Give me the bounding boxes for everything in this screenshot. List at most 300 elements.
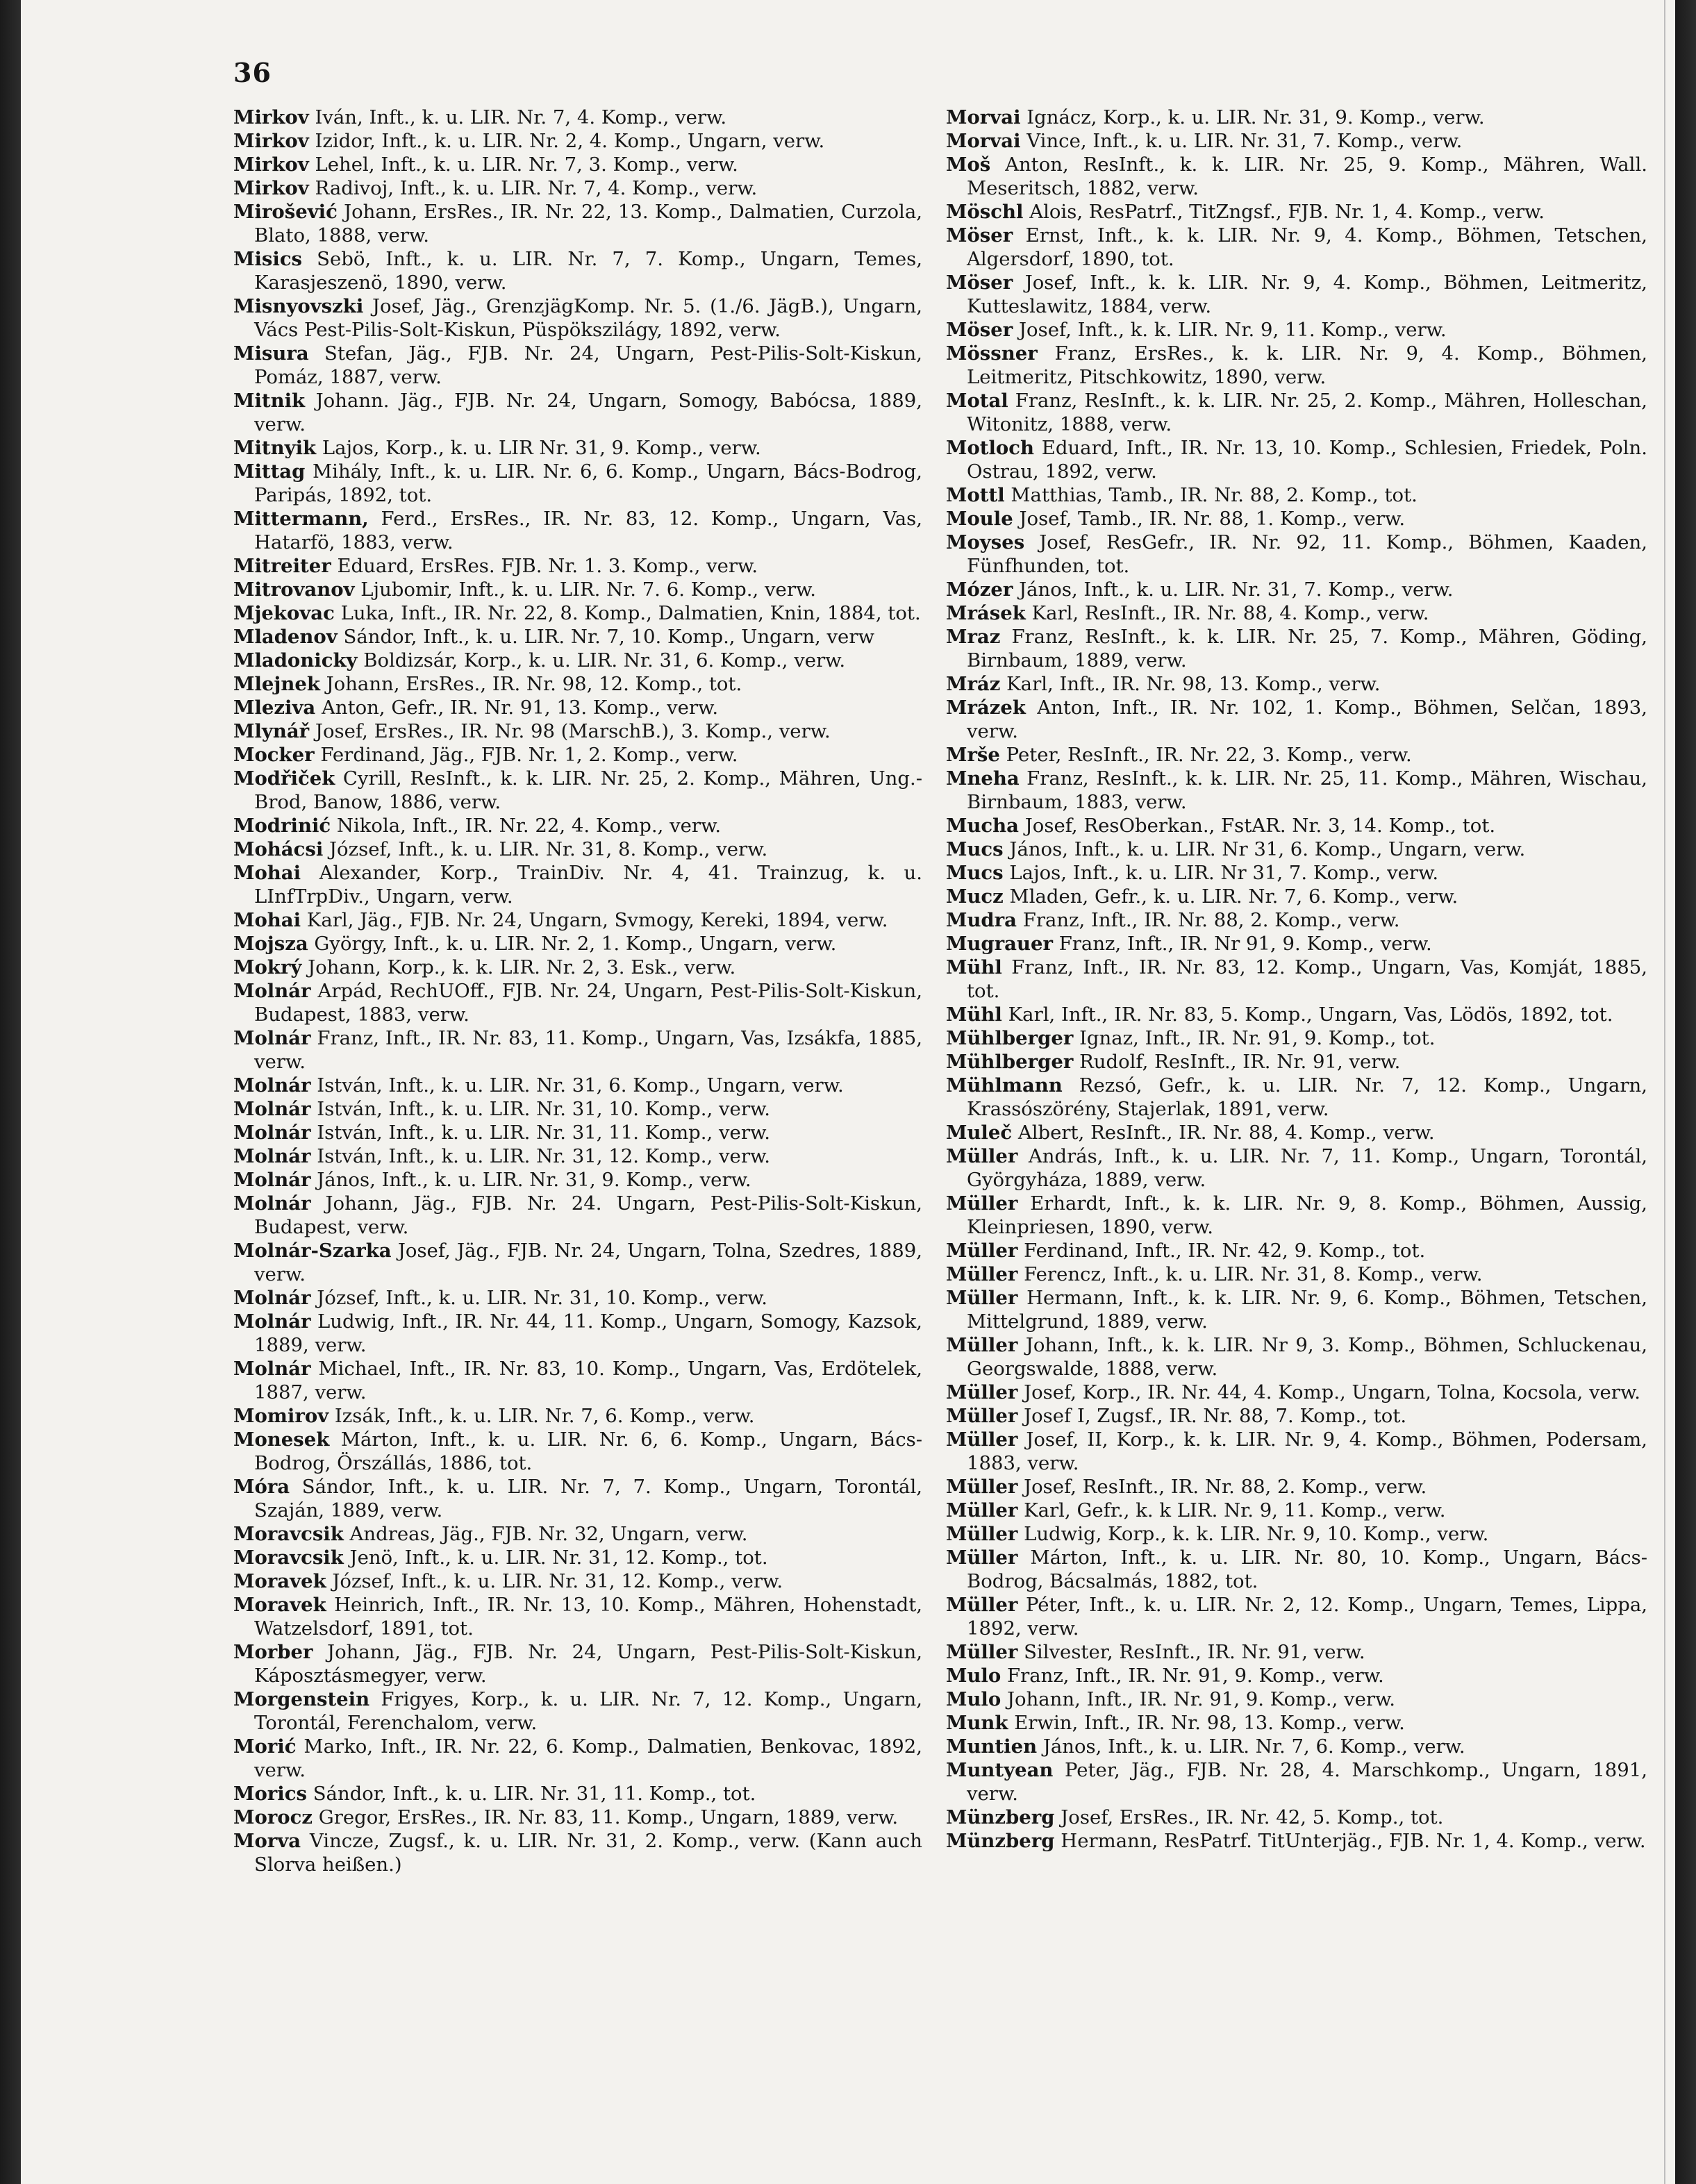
surname: Müller [946,1405,1018,1427]
list-entry [233,956,922,979]
surname: Misics [233,248,303,270]
entry-details: János, Inft., k. u. LIR. Nr. 7, 6. Komp., verw. [1042,1735,1465,1758]
list-entry [946,1475,1647,1499]
list-entry [233,294,922,342]
list-entry [233,1026,922,1074]
list-entry [946,932,1647,956]
list-entry [233,129,922,153]
list-entry [946,531,1647,578]
list-entry [233,696,922,719]
entry-details: Rudolf, ResInft., IR. Nr. 91, verw. [1079,1051,1401,1073]
surname: Mulo [946,1665,1001,1687]
surname: Morgenstein [233,1688,370,1710]
surname: Mottl [946,484,1005,506]
surname: Mneha [946,767,1020,790]
entry-details: Franz, ResInft., k. k. LIR. Nr. 25, 11. Komp., Mähren, Wischau, Birnbaum, 1883, verw. [967,767,1647,813]
surname: Mrše [946,744,1000,766]
list-entry [946,743,1647,767]
surname: Möser [946,319,1013,341]
surname: Mössner [946,342,1038,365]
list-entry [946,1499,1647,1522]
entry-details: Ignaz, Inft., IR. Nr. 91, 9. Komp., tot. [1079,1027,1436,1049]
surname: Móra [233,1476,290,1498]
surname: Müller [946,1263,1018,1285]
entry-details: Johann, Korp., k. k. LIR. Nr. 2, 3. Esk., verw. [308,956,736,978]
entry-details: Karl, ResInft., IR. Nr. 88, 4. Komp., verw. [1031,602,1429,624]
entry-details: Péter, Inft., k. u. LIR. Nr. 2, 12. Komp., Ungarn, Temes, Lippa, 1892, verw. [967,1594,1647,1640]
list-entry [946,342,1647,389]
surname: Molnár [233,1358,311,1380]
surname: Motloch [946,437,1035,459]
list-entry [233,460,922,507]
list-entry [946,1050,1647,1074]
entry-details: Sándor, Inft., k. u. LIR. Nr. 31, 11. Komp., tot. [313,1783,756,1805]
surname: Mugrauer [946,933,1053,955]
surname: Müller [946,1476,1018,1498]
list-entry [946,318,1647,342]
surname: Mühlmann [946,1074,1063,1097]
page-number: 36 [233,57,272,88]
surname: Mitreiter [233,555,331,577]
surname: Morics [233,1783,307,1805]
entry-details: Jenö, Inft., k. u. LIR. Nr. 31, 12. Komp., tot. [349,1547,768,1569]
list-entry [233,908,922,932]
entry-details: Ferdinand, Inft., IR. Nr. 42, 9. Komp., tot. [1024,1240,1426,1262]
surname: Moule [946,508,1013,530]
surname: Mocker [233,744,315,766]
surname: Mirkov [233,106,309,128]
list-entry [233,719,922,743]
list-entry [946,200,1647,224]
surname: Müller [946,1428,1018,1451]
entry-details: Eduard, Inft., IR. Nr. 13, 10. Komp., Schlesien, Friedek, Poln. Ostrau, 1892, verw. [967,437,1647,483]
surname: Momirov [233,1405,329,1427]
list-entry [946,1404,1647,1428]
list-entry [233,342,922,389]
list-entry [233,1640,922,1687]
entry-details: Sebö, Inft., k. u. LIR. Nr. 7, 7. Komp., Ungarn, Temes, Karasjeszenö, 1890, verw. [254,248,922,294]
entry-details: Andreas, Jäg., FJB. Nr. 32, Ungarn, verw. [349,1523,748,1545]
surname: Molnár-Szarka [233,1240,392,1262]
surname: Moyses [946,531,1025,553]
surname: Müller [946,1240,1018,1262]
list-entry [233,1546,922,1569]
surname: Müller [946,1594,1018,1616]
entry-details: Cyrill, ResInft., k. k. LIR. Nr. 25, 2. Komp., Mähren, Ung.-Brod, Banow, 1886, verw. [254,767,922,813]
surname: Moravcsik [233,1523,344,1545]
surname: Münzberg [946,1806,1055,1828]
surname: Möser [946,272,1013,294]
entry-details: Alois, ResPatrf., TitZngsf., FJB. Nr. 1, 4. Komp., verw. [1029,201,1545,223]
entry-details: Johann, Inft., IR. Nr. 91, 9. Komp., verw. [1006,1688,1396,1710]
entry-details: Márton, Inft., k. u. LIR. Nr. 6, 6. Komp., Ungarn, Bács-Bodrog, Örszállás, 1886, tot. [254,1428,922,1474]
entry-details: Franz, Inft., IR. Nr. 88, 2. Komp., verw. [1022,909,1400,931]
list-entry [233,814,922,837]
entry-details: Silvester, ResInft., IR. Nr. 91, verw. [1024,1641,1365,1663]
list-entry [946,767,1647,814]
list-entry [946,1546,1647,1593]
list-entry [946,507,1647,531]
entry-details: Johann, ErsRes., IR. Nr. 98, 12. Komp., tot. [326,673,742,695]
entry-details: János, Inft., k. u. LIR. Nr. 31, 9. Komp., verw. [317,1169,751,1191]
surname: Mlejnek [233,673,320,695]
entry-details: István, Inft., k. u. LIR. Nr. 31, 10. Komp., verw. [317,1098,770,1120]
surname: Monesek [233,1428,330,1451]
surname: Molnár [233,1169,311,1191]
surname: Muntien [946,1735,1038,1758]
list-entry [233,1569,922,1593]
entry-details: Stefan, Jäg., FJB. Nr. 24, Ungarn, Pest-Pilis-Solt-Kiskun, Pomáz, 1887, verw. [254,342,923,388]
entry-details: Gregor, ErsRes., IR. Nr. 83, 11. Komp., Ungarn, 1889, verw. [318,1806,899,1828]
surname: Mirkov [233,130,309,152]
entry-details: Johann, Jäg., FJB. Nr. 24. Ungarn, Pest-Pilis-Solt-Kiskun, Budapest, verw. [254,1192,922,1238]
surname: Morocz [233,1806,313,1828]
list-entry [946,483,1647,507]
entry-details: István, Inft., k. u. LIR. Nr. 31, 11. Komp., verw. [317,1122,770,1144]
list-entry [233,1522,922,1546]
scan-border-right [1675,0,1696,2184]
list-entry [946,1735,1647,1758]
list-entry [946,625,1647,672]
list-entry [233,1829,922,1876]
list-entry [233,436,922,460]
surname: Mudra [946,909,1017,931]
entry-details: Erwin, Inft., IR. Nr. 98, 13. Komp., verw. [1014,1712,1405,1734]
entry-details: Mladen, Gefr., k. u. LIR. Nr. 7, 6. Komp., verw. [1009,885,1458,908]
entry-details: Karl, Gefr., k. k LIR. Nr. 9, 11. Komp., verw. [1024,1499,1446,1522]
entry-details: Vincze, Zugsf., k. u. LIR. Nr. 31, 2. Komp., verw. (Kann auch Slorva heißen.) [254,1830,922,1876]
surname: Mózer [946,578,1013,601]
list-entry [946,1687,1647,1711]
list-entry [946,1286,1647,1333]
entry-details: Ernst, Inft., k. k. LIR. Nr. 9, 4. Komp., Böhmen, Tetschen, Algersdorf, 1890, tot. [967,224,1647,270]
surname: Muntyean [946,1759,1054,1781]
list-entry [233,507,922,554]
list-entry [233,1074,922,1097]
entry-details: Johann, ErsRes., IR. Nr. 22, 13. Komp., Dalmatien, Curzola, Blato, 1888, verw. [254,201,922,247]
entry-details: Josef, Tamb., IR. Nr. 88, 1. Komp., verw. [1019,508,1406,530]
surname: Morvai [946,106,1021,128]
entry-details: Josef, ErsRes., IR. Nr. 42, 5. Komp., tot. [1061,1806,1444,1828]
entry-details: Lajos, Inft., k. u. LIR. Nr 31, 7. Komp., verw. [1009,862,1439,884]
entry-details: Márton, Inft., k. u. LIR. Nr. 80, 10. Komp., Ungarn, Bács-Bodrog, Bácsalmás, 1882, tot. [967,1547,1647,1592]
surname: Molnár [233,1287,311,1309]
entry-details: Matthias, Tamb., IR. Nr. 88, 2. Komp., tot. [1011,484,1418,506]
list-entry [233,1097,922,1121]
entry-details: Franz, ErsRes., k. k. LIR. Nr. 9, 4. Komp., Böhmen, Leitmeritz, Pitschkowitz, 1890, verw. [967,342,1647,388]
list-entry [946,271,1647,318]
entry-details: Alexander, Korp., TrainDiv. Nr. 4, 41. Trainzug, k. u. LInfTrpDiv., Ungarn, verw. [254,862,922,908]
surname: Müller [946,1547,1018,1569]
list-entry [946,885,1647,908]
list-entry [946,1026,1647,1050]
entry-details: Arpád, RechUOff., FJB. Nr. 24, Ungarn, Pest-Pilis-Solt-Kiskun, Budapest, 1883, verw. [254,980,922,1026]
surname: Misnyovszki [233,295,364,317]
surname: Müller [946,1287,1018,1309]
entry-details: István, Inft., k. u. LIR. Nr. 31, 12. Komp., verw. [317,1145,770,1167]
list-entry [946,1428,1647,1475]
list-entry [233,153,922,176]
list-entry [946,1640,1647,1664]
list-entry [946,814,1647,837]
entry-details: Karl, Jäg., FJB. Nr. 24, Ungarn, Svmogy, Kereki, 1894, verw. [306,909,888,931]
surname: Modřiček [233,767,335,790]
list-entry [946,1074,1647,1121]
surname: Mucz [946,885,1004,908]
entry-details: Josef, ResInft., IR. Nr. 88, 2. Komp., verw. [1024,1476,1427,1498]
list-entry [233,389,922,436]
surname: Moravcsik [233,1547,344,1569]
list-entry [233,1782,922,1806]
list-entry [946,601,1647,625]
list-entry [946,1381,1647,1404]
entry-details: Anton, ResInft., k. k. LIR. Nr. 25, 9. Komp., Mähren, Wall. Meseritsch, 1882, verw. [967,153,1647,199]
surname: Molnár [233,1098,311,1120]
surname: Mittermann, [233,508,369,530]
list-entry [946,436,1647,483]
entry-details: Ignácz, Korp., k. u. LIR. Nr. 31, 9. Komp., verw. [1026,106,1485,128]
surname: Mohácsi [233,838,324,860]
list-entry [946,1664,1647,1687]
list-entry [233,578,922,601]
entry-details: Luka, Inft., IR. Nr. 22, 8. Komp., Dalmatien, Knin, 1884, tot. [340,602,921,624]
surname: Mittag [233,460,306,483]
list-entry [946,1003,1647,1026]
entry-details: István, Inft., k. u. LIR. Nr. 31, 6. Komp., Ungarn, verw. [317,1074,844,1097]
list-entry [233,649,922,672]
entry-details: Josef, Inft., k. k. LIR. Nr. 9, 4. Komp., Böhmen, Leitmeritz, Kutteslawitz, 1884, verw. [967,272,1648,317]
list-entry [946,956,1647,1003]
surname: Mrázek [946,697,1026,719]
entry-details: Karl, Inft., IR. Nr. 83, 5. Komp., Ungarn, Vas, Lödös, 1892, tot. [1008,1003,1613,1026]
entry-details: Frigyes, Korp., k. u. LIR. Nr. 7, 12. Komp., Ungarn, Torontál, Ferenchalom, verw. [254,1688,922,1734]
surname: Müller [946,1499,1018,1522]
list-entry [946,106,1647,129]
surname: Motal [946,390,1008,412]
list-entry [233,767,922,814]
surname: Misura [233,342,309,365]
entry-details: József, Inft., k. u. LIR. Nr. 31, 10. Komp., verw. [317,1287,767,1309]
surname: Morber [233,1641,313,1663]
entry-details: Josef, Jäg., FJB. Nr. 24, Ungarn, Tolna, Szedres, 1889, verw. [254,1240,922,1285]
entry-details: Hermann, Inft., k. k. LIR. Nr. 9, 6. Komp., Böhmen, Tetschen, Mittelgrund, 1889, verw. [967,1287,1647,1333]
list-entry [946,1144,1647,1192]
entry-details: Lehel, Inft., k. u. LIR. Nr. 7, 3. Komp., verw. [315,153,738,176]
list-entry [233,861,922,908]
surname: Molnár [233,1027,311,1049]
list-entry [233,1593,922,1640]
entry-details: Ferencz, Inft., k. u. LIR. Nr. 31, 8. Komp., verw. [1024,1263,1483,1285]
surname: Molnár [233,1074,311,1097]
surname: Mirkov [233,153,309,176]
entry-details: Josef, II, Korp., k. k. LIR. Nr. 9, 4. Komp., Böhmen, Podersam, 1883, verw. [967,1428,1647,1474]
surname: Mühl [946,956,1002,978]
surname: Müller [946,1641,1018,1663]
scan-border-left [0,0,21,2184]
entry-details: Anton, Gefr., IR. Nr. 91, 13. Komp., verw. [322,697,719,719]
list-entry [946,129,1647,153]
surname: Müller [946,1192,1018,1215]
entry-details: Hermann, ResPatrf. TitUnterjäg., FJB. Nr. 1, 4. Komp., verw. [1061,1830,1646,1852]
entry-details: Josef, Inft., k. k. LIR. Nr. 9, 11. Komp., verw. [1019,319,1447,341]
list-entry [946,1522,1647,1546]
entry-details: Josef, Korp., IR. Nr. 44, 4. Komp., Ungarn, Tolna, Kocsola, verw. [1024,1381,1640,1403]
surname: Mohai [233,862,301,884]
surname: Mühl [946,1003,1002,1026]
surname: Moravek [233,1594,326,1616]
entry-details: Johann. Jäg., FJB. Nr. 24, Ungarn, Somogy, Babócsa, 1889, verw. [254,390,923,435]
entry-details: Izsák, Inft., k. u. LIR. Nr. 7, 6. Komp., verw. [334,1405,755,1427]
surname: Mirošević [233,201,338,223]
surname: Mitnyik [233,437,317,459]
entry-details: Heinrich, Inft., IR. Nr. 13, 10. Komp., Mähren, Hohenstadt, Watzelsdorf, 1891, tot. [254,1594,922,1640]
surname: Mráz [946,673,1001,695]
surname: Müller [946,1381,1018,1403]
list-entry [233,1144,922,1168]
surname: Münzberg [946,1830,1055,1852]
list-entry [233,554,922,578]
list-entry [233,601,922,625]
list-entry [946,696,1647,743]
entry-details: Iván, Inft., k. u. LIR. Nr. 7, 4. Komp., verw. [315,106,727,128]
surname: Molnár [233,1145,311,1167]
surname: Morić [233,1735,297,1758]
page-edge-rule [1664,0,1665,2184]
list-entry [233,932,922,956]
list-entry [946,837,1647,861]
entry-details: Boldizsár, Korp., k. u. LIR. Nr. 31, 6. Komp., verw. [363,649,846,672]
entry-details: Franz, ResInft., k. k. LIR. Nr. 25, 7. Komp., Mähren, Göding, Birnbaum, 1889, verw. [967,626,1647,672]
list-entry [946,908,1647,932]
entry-details: Ferdinand, Jäg., FJB. Nr. 1, 2. Komp., verw. [320,744,738,766]
entry-details: Josef, ResGefr., IR. Nr. 92, 11. Komp., Böhmen, Kaaden, Fünfhunden, tot. [967,531,1647,577]
list-entry [946,1711,1647,1735]
entry-details: Izidor, Inft., k. u. LIR. Nr. 2, 4. Komp., Ungarn, verw. [315,130,825,152]
list-entry [946,389,1647,436]
entry-details: Karl, Inft., IR. Nr. 98, 13. Komp., verw. [1006,673,1381,695]
surname: Mladonicky [233,649,358,672]
surname: Molnár [233,980,311,1002]
surname: Molnár [233,1122,311,1144]
entry-details: Ferd., ErsRes., IR. Nr. 83, 12. Komp., Ungarn, Vas, Hatarfö, 1883, verw. [254,508,922,553]
entry-details: Peter, ResInft., IR. Nr. 22, 3. Komp., verw. [1006,744,1412,766]
list-entry [233,200,922,247]
entry-details: Ludwig, Korp., k. k. LIR. Nr. 9, 10. Komp., verw. [1024,1523,1489,1545]
list-entry [946,1192,1647,1239]
list-entry [233,1239,922,1286]
entry-details: Josef, Jäg., GrenzjägKomp. Nr. 5. (1./6. JägB.), Ungarn, Vács Pest-Pilis-Solt-Kiskun, Püspökszilágy, 1892, verw. [254,295,922,341]
list-entry [233,247,922,294]
entry-details: Rezsó, Gefr., k. u. LIR. Nr. 7, 12. Komp., Ungarn, Krassószörény, Stajerlak, 1891, verw. [967,1074,1647,1120]
surname: Müller [946,1145,1018,1167]
entry-details: András, Inft., k. u. LIR. Nr. 7, 11. Komp., Ungarn, Torontál, Györgyháza, 1889, verw. [967,1145,1647,1191]
surname: Mitrovanov [233,578,355,601]
surname: Modrinić [233,815,331,837]
list-entry [946,153,1647,200]
list-entry [946,1829,1647,1853]
entry-details: Johann, Inft., k. k. LIR. Nr 9, 3. Komp., Böhmen, Schluckenau, Georgswalde, 1888, verw. [967,1334,1647,1380]
surname: Mrásek [946,602,1026,624]
list-entry [233,1735,922,1782]
entry-details: Radivoj, Inft., k. u. LIR. Nr. 7, 4. Komp., verw. [315,177,758,199]
entry-details: Josef I, Zugsf., IR. Nr. 88, 7. Komp., tot. [1024,1405,1407,1427]
surname: Molnár [233,1192,311,1215]
entry-details: Lajos, Korp., k. u. LIR Nr. 31, 9. Komp., verw. [322,437,761,459]
entry-details: Josef, ResOberkan., FstAR. Nr. 3, 14. Komp., tot. [1024,815,1496,837]
surname: Molnár [233,1310,311,1333]
surname: Mohai [233,909,301,931]
list-entry [233,672,922,696]
list-entry [946,861,1647,885]
entry-details: Marko, Inft., IR. Nr. 22, 6. Komp., Dalmatien, Benkovac, 1892, verw. [254,1735,922,1781]
list-entry [946,1121,1647,1144]
surname: Mühlberger [946,1051,1074,1073]
surname: Mirkov [233,177,309,199]
list-entry [233,1310,922,1357]
surname: Munk [946,1712,1008,1734]
entry-details: Johann, Jäg., FJB. Nr. 24, Ungarn, Pest-Pilis-Solt-Kiskun, Káposztásmegyer, verw. [254,1641,922,1687]
surname: Morva [233,1830,301,1852]
list-entry [946,578,1647,601]
surname: Möschl [946,201,1024,223]
list-entry [233,743,922,767]
list-entry [233,1121,922,1144]
entry-details: János, Inft., k. u. LIR. Nr 31, 6. Komp., Ungarn, verw. [1009,838,1526,860]
list-entry [233,1404,922,1428]
list-entry [946,1239,1647,1262]
entry-details: Franz, Inft., IR. Nr. 91, 9. Komp., verw. [1006,1665,1384,1687]
left-column [233,106,922,1876]
surname: Mühlberger [946,1027,1074,1049]
entry-details: János, Inft., k. u. LIR. Nr. 31, 7. Komp., verw. [1019,578,1454,601]
list-entry [946,672,1647,696]
surname: Mraz [946,626,1001,648]
entry-details: József, Inft., k. u. LIR. Nr. 31, 8. Komp., verw. [329,838,768,860]
surname: Mlynář [233,720,310,742]
entry-details: Franz, Inft., IR. Nr. 83, 11. Komp., Ungarn, Vas, Izsákfa, 1885, verw. [254,1027,922,1073]
entry-details: Franz, ResInft., k. k. LIR. Nr. 25, 2. Komp., Mähren, Holleschan, Witonitz, 1888, verw. [967,390,1648,435]
surname: Mokrý [233,956,302,978]
surname: Morvai [946,130,1021,152]
entry-details: Michael, Inft., IR. Nr. 83, 10. Komp., Ungarn, Vas, Erdötelek, 1887, verw. [254,1358,922,1403]
list-entry [233,625,922,649]
list-entry [233,1687,922,1735]
surname: Möser [946,224,1013,247]
entry-details: Nikola, Inft., IR. Nr. 22, 4. Komp., verw. [336,815,722,837]
entry-details: Franz, Inft., IR. Nr 91, 9. Komp., verw. [1058,933,1432,955]
surname: Moravek [233,1570,326,1592]
surname: Mojsza [233,933,308,955]
list-entry [946,1758,1647,1806]
surname: Mucs [946,838,1004,860]
surname: Müller [946,1523,1018,1545]
list-entry [946,1333,1647,1381]
entry-details: György, Inft., k. u. LIR. Nr. 2, 1. Komp., Ungarn, verw. [314,933,837,955]
list-entry [233,1806,922,1829]
entry-details: Ludwig, Inft., IR. Nr. 44, 11. Komp., Ungarn, Somogy, Kazsok, 1889, verw. [254,1310,922,1356]
surname: Mucha [946,815,1019,837]
list-entry [233,1286,922,1310]
surname: Muleč [946,1122,1013,1144]
entry-details: Mihály, Inft., k. u. LIR. Nr. 6, 6. Komp., Ungarn, Bács-Bodrog, Paripás, 1892, tot. [254,460,922,506]
list-entry [233,176,922,200]
list-entry [233,979,922,1026]
entry-details: Franz, Inft., IR. Nr. 83, 12. Komp., Ungarn, Vas, Komját, 1885, tot. [967,956,1647,1002]
surname: Mulo [946,1688,1001,1710]
list-entry [946,1806,1647,1829]
list-entry [946,1593,1647,1640]
surname: Mucs [946,862,1004,884]
